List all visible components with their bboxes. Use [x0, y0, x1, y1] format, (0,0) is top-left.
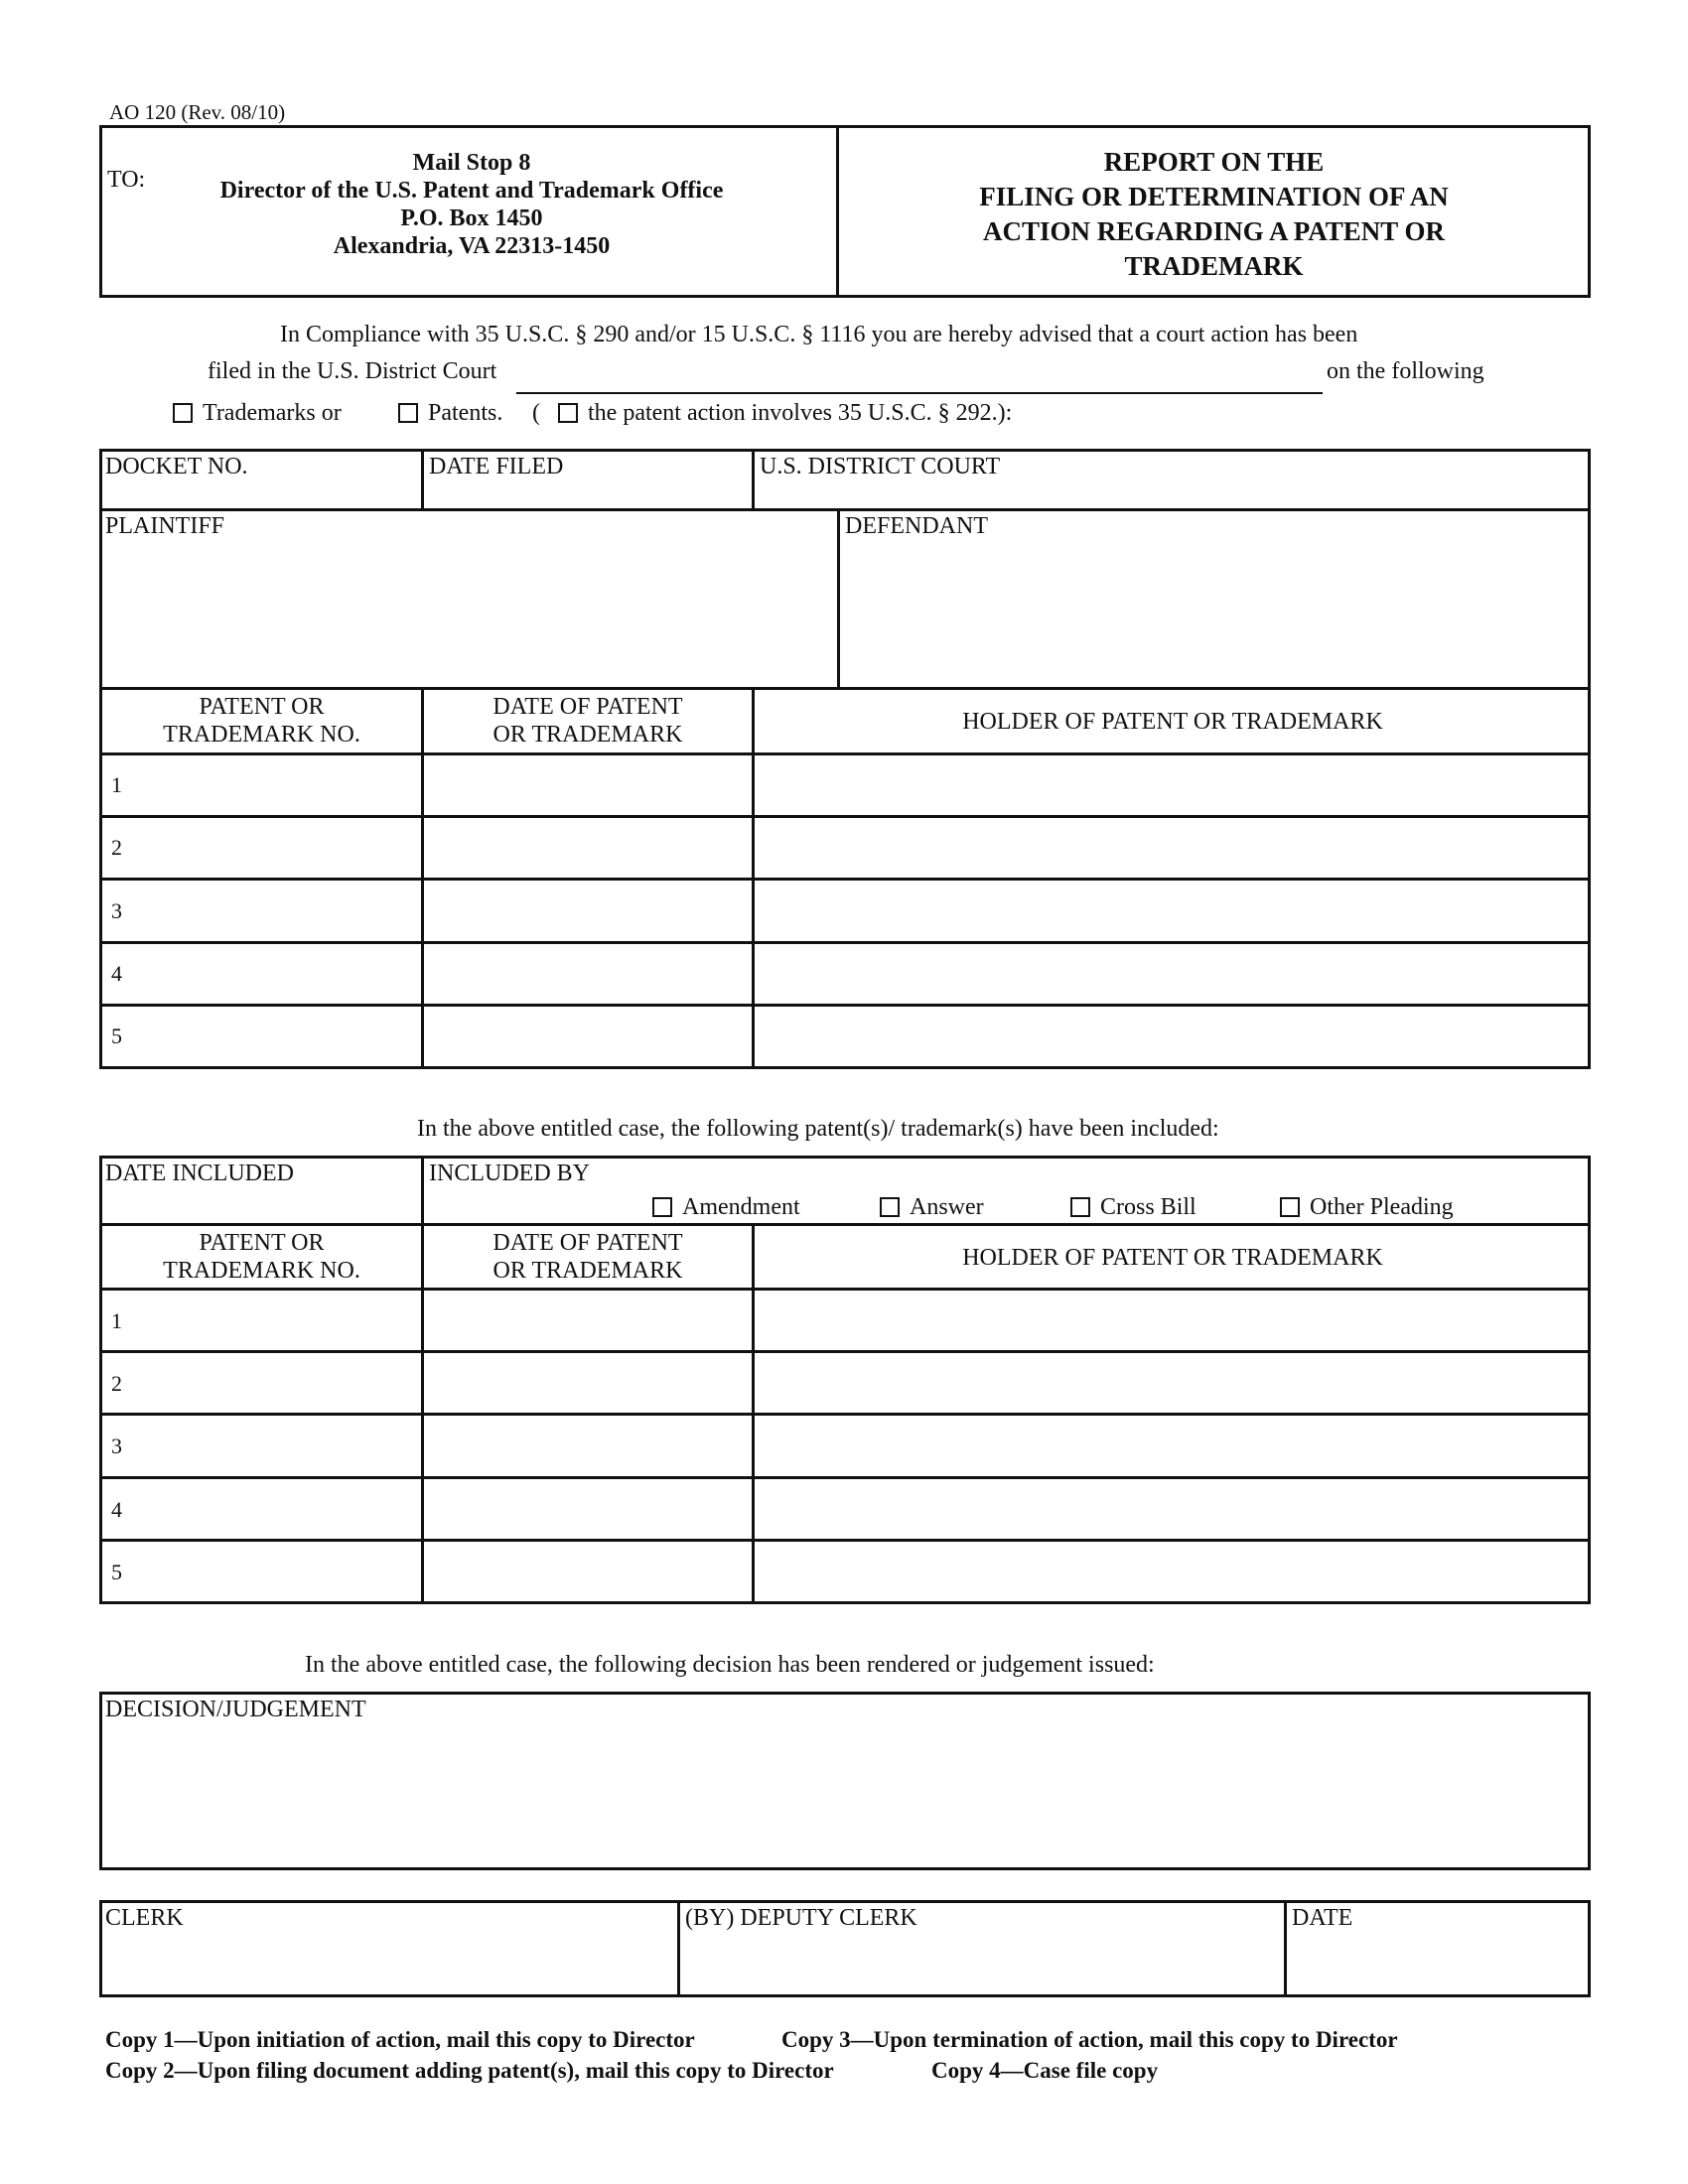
- paren-open: (: [532, 400, 540, 426]
- included-row-rule-2: [99, 1413, 1591, 1416]
- court-label: U.S. DISTRICT COURT: [760, 454, 1001, 479]
- option-cross-bill[interactable]: [1070, 1194, 1196, 1220]
- included-header-rule: [99, 1223, 1591, 1226]
- patents-col-rule-2: [752, 687, 755, 1069]
- row-number: 5: [111, 1560, 122, 1584]
- to-label: TO:: [107, 167, 146, 193]
- signature-col-rule-2: [1284, 1900, 1287, 1997]
- row-number: 4: [111, 1497, 122, 1522]
- other-pleading-label: Other Pleading: [1310, 1194, 1454, 1220]
- address-line-1: Mail Stop 8: [412, 150, 531, 176]
- address-line-4: Alexandria, VA 22313-1450: [333, 233, 611, 259]
- docket-no-label: DOCKET NO.: [105, 454, 248, 479]
- included-date-of-patent-header-line-1: DATE OF PATENT: [492, 1230, 683, 1256]
- copy-2-note: Copy 2—Upon filing document adding patent(s), mail this copy to Director: [105, 2058, 834, 2083]
- included-date-of-patent-header-line-2: OR TRADEMARK: [492, 1258, 683, 1284]
- included-date-of-patent-header: [424, 1229, 752, 1285]
- district-court-field[interactable]: [516, 392, 1323, 394]
- address-block: [109, 149, 834, 260]
- compliance-line-1: In Compliance with 35 U.S.C. § 290 and/or 15 U.S.C. § 1116 you are hereby advised that a court action has been: [280, 322, 1358, 347]
- plaintiff-label: PLAINTIFF: [105, 513, 225, 539]
- date-of-patent-header-line-1: DATE OF PATENT: [492, 694, 683, 720]
- signature-col-rule-1: [677, 1900, 680, 1997]
- row-number: 2: [111, 835, 122, 860]
- parties-col-rule: [837, 508, 840, 687]
- title-line-2: FILING OR DETERMINATION OF AN: [979, 182, 1449, 211]
- decision-intro: In the above entitled case, the following decision has been rendered or judgement issued:: [305, 1652, 1155, 1678]
- title-line-4: TRADEMARK: [1124, 251, 1304, 281]
- deputy-clerk-label: (BY) DEPUTY CLERK: [685, 1905, 917, 1931]
- patent-action-checkbox[interactable]: [558, 403, 578, 423]
- address-line-3: P.O. Box 1450: [400, 205, 543, 231]
- option-patent-action[interactable]: [558, 400, 1012, 426]
- date-of-patent-header-line-2: OR TRADEMARK: [492, 722, 683, 748]
- row-number: 4: [111, 961, 122, 986]
- patent-no-header: [102, 693, 421, 749]
- case-info-rule: [99, 508, 1591, 511]
- patents-header-rule: [99, 752, 1591, 755]
- row-number: 2: [111, 1371, 122, 1396]
- date-of-patent-header: [424, 693, 752, 749]
- docket-col-rule: [421, 449, 424, 508]
- answer-checkbox[interactable]: [880, 1197, 900, 1217]
- address-line-2: Director of the U.S. Patent and Trademark Office: [219, 178, 724, 204]
- compliance-line-2-prefix: filed in the U.S. District Court: [208, 358, 497, 384]
- included-row-rule-3: [99, 1476, 1591, 1479]
- included-row-rule-1: [99, 1350, 1591, 1353]
- datefiled-col-rule: [752, 449, 755, 508]
- included-holder-header: HOLDER OF PATENT OR TRADEMARK: [962, 1245, 1383, 1271]
- patents-label: Patents.: [428, 400, 503, 426]
- row-rule-1: [99, 815, 1591, 818]
- included-col-rule-2: [752, 1223, 755, 1604]
- patent-action-label: the patent action involves 35 U.S.C. § 292.):: [588, 400, 1013, 426]
- included-patent-no-header-line-1: PATENT OR: [199, 1230, 325, 1256]
- included-intro: In the above entitled case, the following patent(s)/ trademark(s) have been included:: [417, 1116, 1219, 1142]
- row-number: 5: [111, 1024, 122, 1048]
- row-number: 3: [111, 898, 122, 923]
- option-other-pleading[interactable]: [1280, 1194, 1454, 1220]
- patent-no-header-line-1: PATENT OR: [199, 694, 325, 720]
- case-info-table: [99, 449, 1591, 1069]
- row-number: 1: [111, 772, 122, 797]
- row-rule-4: [99, 1004, 1591, 1007]
- date-filed-label: DATE FILED: [429, 454, 564, 479]
- included-patent-no-header-line-2: TRADEMARK NO.: [163, 1258, 360, 1284]
- row-rule-2: [99, 878, 1591, 881]
- clerk-label: CLERK: [105, 1905, 184, 1931]
- title-line-1: REPORT ON THE: [1103, 147, 1325, 177]
- defendant-label: DEFENDANT: [845, 513, 988, 539]
- form-id: AO 120 (Rev. 08/10): [109, 100, 286, 124]
- row-number: 1: [111, 1308, 122, 1333]
- copy-1-note: Copy 1—Upon initiation of action, mail this copy to Director: [105, 2027, 695, 2052]
- compliance-line-2-suffix: on the following: [1327, 358, 1484, 384]
- included-cols-rule: [99, 1288, 1591, 1291]
- option-trademarks[interactable]: [173, 400, 342, 426]
- patents-checkbox[interactable]: [398, 403, 418, 423]
- date-label: DATE: [1292, 1905, 1353, 1931]
- holder-header: HOLDER OF PATENT OR TRADEMARK: [962, 709, 1383, 735]
- case-parties-rule: [99, 687, 1591, 690]
- included-by-label: INCLUDED BY: [429, 1160, 590, 1186]
- amendment-label: Amendment: [682, 1194, 800, 1220]
- copy-3-note: Copy 3—Upon termination of action, mail this copy to Director: [781, 2027, 1398, 2052]
- patent-no-header-line-2: TRADEMARK NO.: [163, 722, 360, 748]
- answer-label: Answer: [910, 1194, 984, 1220]
- option-patents[interactable]: [398, 400, 502, 426]
- option-answer[interactable]: [880, 1194, 984, 1220]
- included-patent-no-header: [102, 1229, 421, 1285]
- date-included-label: DATE INCLUDED: [105, 1160, 294, 1186]
- option-amendment[interactable]: [652, 1194, 800, 1220]
- row-rule-3: [99, 941, 1591, 944]
- trademarks-checkbox[interactable]: [173, 403, 193, 423]
- included-row-rule-4: [99, 1539, 1591, 1542]
- row-number: 3: [111, 1433, 122, 1458]
- cross-bill-checkbox[interactable]: [1070, 1197, 1090, 1217]
- other-pleading-checkbox[interactable]: [1280, 1197, 1300, 1217]
- amendment-checkbox[interactable]: [652, 1197, 672, 1217]
- decision-label: DECISION/JUDGEMENT: [105, 1697, 366, 1722]
- copy-4-note: Copy 4—Case file copy: [931, 2058, 1159, 2083]
- title-line-3: ACTION REGARDING A PATENT OR: [982, 216, 1446, 246]
- trademarks-label: Trademarks or: [203, 400, 342, 426]
- included-col-rule-1: [421, 1156, 424, 1604]
- cross-bill-label: Cross Bill: [1100, 1194, 1196, 1220]
- form-title: [839, 145, 1589, 284]
